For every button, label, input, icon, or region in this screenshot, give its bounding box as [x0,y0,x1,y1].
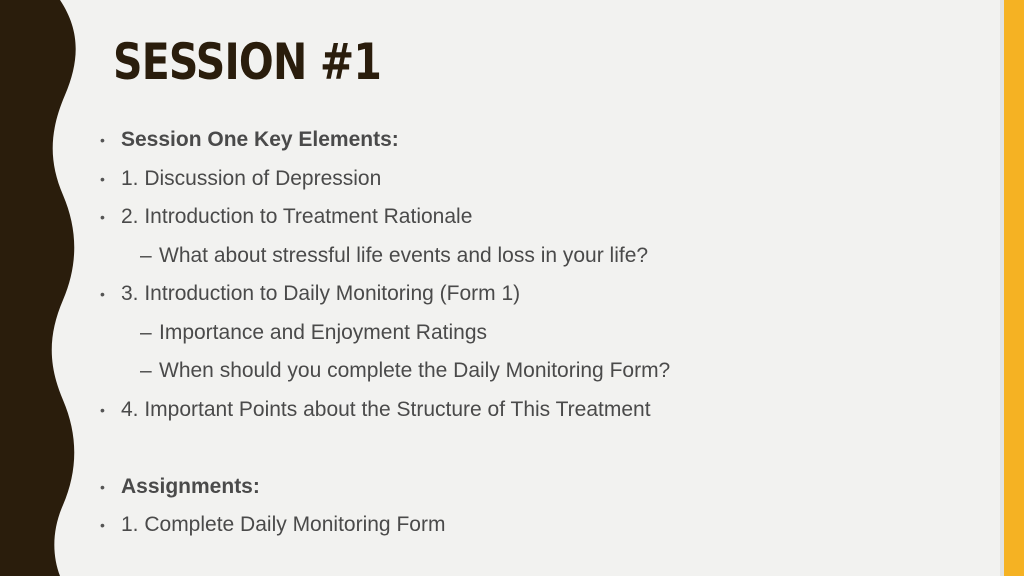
bullet-marker: • [100,517,105,533]
right-accent-bar [1004,0,1024,576]
sub-list-item-text: What about stressful life events and loss in your life? [159,243,649,267]
list-item-text: 1. Complete Daily Monitoring Form [121,513,446,536]
list-item [100,275,670,314]
bullet-list [100,121,670,545]
list-item-text: 3. Introduction to Daily Monitoring (Form 1) [121,282,521,305]
sub-list-item [100,352,670,391]
bullet-marker: • [100,132,105,148]
sub-list-item-text: Importance and Enjoyment Ratings [159,320,488,344]
sub-list-item [100,237,670,276]
list-item-text: 1. Discussion of Depression [121,166,382,190]
bullet-marker: • [100,401,105,418]
slide-title: SESSION #1 [113,33,382,91]
list-item [100,468,670,507]
bullet-marker: • [100,170,105,187]
wave-shape [0,0,76,576]
section-heading: Assignments: [121,474,260,498]
list-item [100,160,670,199]
list-item-text: 2. Introduction to Treatment Rationale [121,205,473,228]
section-heading: Session One Key Elements: [121,128,399,151]
list-item [100,198,670,237]
list-item-text: 4. Important Points about the Structure of This Treatment [121,397,651,421]
left-wave-band [0,0,90,576]
dash-marker: – [140,320,152,344]
sub-list-item-text: When should you complete the Daily Monitoring Form? [159,359,671,382]
bullet-marker: • [100,209,105,225]
list-item [100,391,670,430]
list-item [100,121,670,160]
bullet-marker: • [100,286,105,302]
dash-marker: – [140,359,152,382]
dash-marker: – [140,243,152,267]
list-item [100,506,670,545]
sub-list-item [100,314,670,353]
bullet-marker: • [100,478,105,495]
